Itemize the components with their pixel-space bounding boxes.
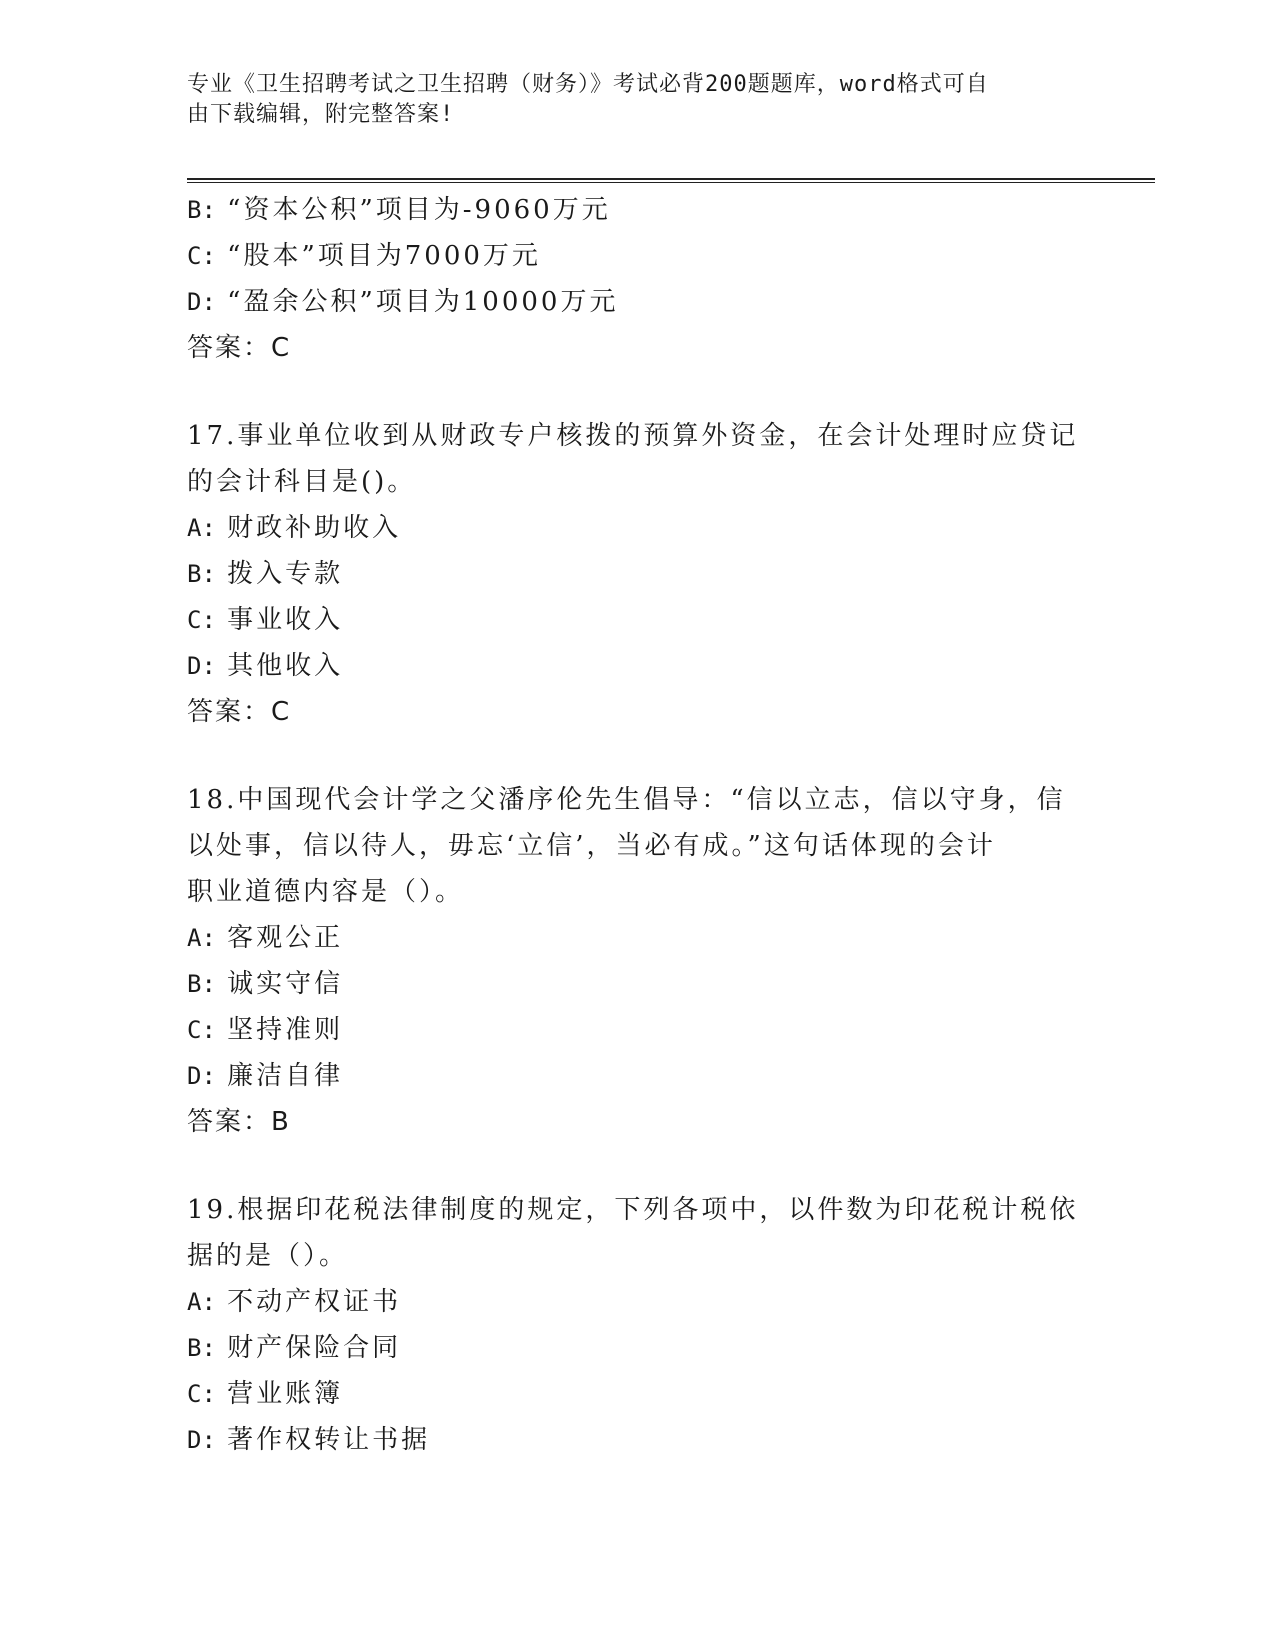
header-line-2: 由下载编辑，附完整答案!	[187, 102, 455, 127]
option-text: 财产保险合同	[227, 1333, 402, 1363]
option-row	[187, 505, 1087, 551]
option-text: 事业收入	[227, 605, 344, 635]
option-key: D:	[187, 288, 216, 316]
option-key: D:	[187, 1062, 216, 1090]
header-line-1: 专业《卫生招聘考试之卫生招聘（财务）》考试必背200题题库，word格式可自	[187, 72, 989, 97]
option-key: B:	[187, 1334, 216, 1362]
carryover-block	[187, 187, 1087, 371]
option-row	[187, 1417, 1087, 1463]
question-text: 19.根据印花税法律制度的规定，下列各项中，以件数为印花税计税依	[187, 1195, 1079, 1225]
option-key: B:	[187, 970, 216, 998]
answer-line: 答案：C	[187, 333, 292, 363]
option-text: 其他收入	[227, 651, 344, 681]
question-text: 职业道德内容是（）。	[187, 877, 465, 907]
option-key: B:	[187, 196, 216, 224]
header-divider	[187, 178, 1155, 183]
option-key: B:	[187, 560, 216, 588]
option-row	[187, 643, 1087, 689]
option-text: 坚持准则	[227, 1015, 344, 1045]
question-list	[187, 187, 1087, 1463]
option-key: A:	[187, 514, 216, 542]
option-key: A:	[187, 1288, 216, 1316]
option-row	[187, 1279, 1087, 1325]
question-text: 17.事业单位收到从财政专户核拨的预算外资金，在会计处理时应贷记	[187, 421, 1079, 451]
option-text: 廉洁自律	[227, 1061, 344, 1091]
option-key: D:	[187, 1426, 216, 1454]
option-text: 著作权转让书据	[227, 1425, 431, 1455]
question-text: 18.中国现代会计学之父潘序伦先生倡导：“信以立志，信以守身，信	[187, 785, 1066, 815]
option-row	[187, 187, 1087, 233]
option-row	[187, 1007, 1087, 1053]
option-row	[187, 551, 1087, 597]
answer-line: 答案：C	[187, 697, 292, 727]
option-key: C:	[187, 1016, 216, 1044]
question-text: 据的是（）。	[187, 1241, 349, 1271]
option-row	[187, 279, 1087, 325]
option-text: 诚实守信	[227, 969, 344, 999]
option-text: 客观公正	[227, 923, 344, 953]
option-text: 营业账簿	[227, 1379, 344, 1409]
question-text: 以处事，信以待人，毋忘‘立信’，当必有成。”这句话体现的会计	[187, 831, 996, 861]
option-key: C:	[187, 242, 216, 270]
option-row	[187, 1053, 1087, 1099]
option-row	[187, 1371, 1087, 1417]
option-text: “盈余公积”项目为10000万元	[227, 287, 619, 317]
option-row	[187, 1325, 1087, 1371]
answer-line: 答案：B	[187, 1107, 291, 1137]
document-header	[187, 70, 1067, 130]
option-key: C:	[187, 1380, 216, 1408]
question-18	[187, 777, 1087, 1145]
option-row	[187, 961, 1087, 1007]
option-row	[187, 597, 1087, 643]
option-text: 不动产权证书	[227, 1287, 402, 1317]
option-key: A:	[187, 924, 216, 952]
option-row	[187, 233, 1087, 279]
option-text: “股本”项目为7000万元	[227, 241, 541, 271]
option-text: 财政补助收入	[227, 513, 402, 543]
question-text: 的会计科目是()。	[187, 467, 417, 497]
option-text: “资本公积”项目为-9060万元	[227, 195, 611, 225]
option-text: 拨入专款	[227, 559, 344, 589]
question-17	[187, 413, 1087, 735]
option-key: C:	[187, 606, 216, 634]
option-row	[187, 915, 1087, 961]
question-19	[187, 1187, 1087, 1463]
option-key: D:	[187, 652, 216, 680]
